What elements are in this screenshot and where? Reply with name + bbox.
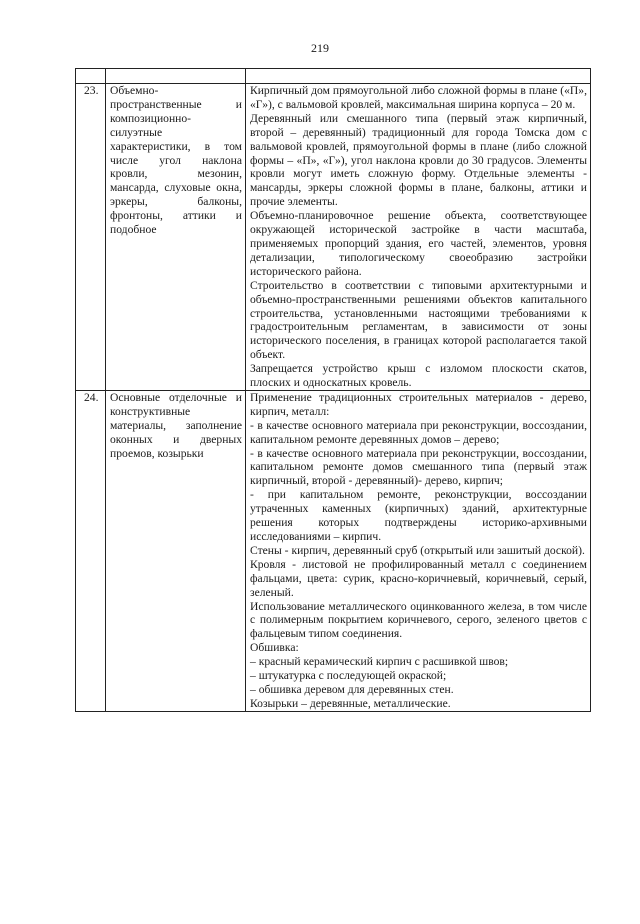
row-characteristic (106, 84, 246, 391)
requirement-paragraph: – красный керамический кирпич с расшивкой швов; (250, 655, 509, 669)
requirement-paragraph: Кирпичный дом прямоугольной либо сложной формы в плане («П», «Г»), с вальмовой кровлей, максимальная ширина корпуса – 20 м. (250, 84, 587, 111)
requirement-paragraph: Деревянный или смешанного типа (первый этаж кирпичный, второй – деревянный) традиционный для города Томска дом с вальмовой кровлей, прямоугольной формы в плане (либо сложной формы – «П», «Г»), угол наклона кровли до 30 градусов. Элементы кровли могут иметь сложную форму. Отдельные элементы - мансарды, эркеры сложной формы в плане, балконы, аттики и прочие элементы. (250, 111, 587, 209)
characteristic-text: Объемно-пространственные и композиционно-силуэтные характеристики, в том числе угол наклона кровли, мезонин, мансарда, слуховые окна, эркеры, балконы, фронтоны, аттики и подобное (110, 84, 242, 237)
requirement-paragraph: – штукатурка с последующей окраской; (250, 669, 447, 683)
table-row (76, 390, 591, 711)
requirement-paragraph: Запрещается устройство крыш с изломом плоскости скатов, плоских и односкатных кровель. (250, 362, 587, 390)
requirement-paragraph: – обшивка деревом для деревянных стен. (250, 682, 454, 696)
header-cell-requirements (246, 69, 591, 84)
requirement-paragraph: - в качестве основного материала при реконструкции, воссоздании, капитальном ремонте деревянных домов – дерево; (250, 418, 587, 446)
row-number: 23. (76, 84, 106, 391)
requirement-paragraph: Обшивка: (250, 641, 299, 655)
table-header-row (76, 69, 591, 84)
requirement-paragraph: Строительство в соответствии с типовыми архитектурными и объемно-пространственными решениями объектов капитального строительства, установленными настоящими требованиями к градостроительным регламентам, в зависимости от зоны исторического поселения, в границах которой располагается такой объект. (250, 278, 587, 362)
row-requirements (246, 390, 591, 711)
characteristic-text: Основные отделочные и конструктивные материалы, заполнение оконных и дверных проемов, козырьки (110, 390, 242, 460)
requirement-paragraph: Козырьки – деревянные, металлические. (250, 696, 451, 710)
header-cell-number (76, 69, 106, 84)
page-number: 219 (311, 41, 329, 55)
requirement-paragraph: - в качестве основного материала при реконструкции, воссоздании, капитальном ремонте домов смешанного типа (первый этаж кирпичный, второй - деревянный)- дерево, кирпич; (250, 446, 587, 488)
requirement-paragraph: Стены - кирпич, деревянный сруб (открытый или зашитый доской). (250, 543, 585, 557)
requirement-paragraph: Использование металлического оцинкованного железа, в том числе с полимерным покрытием коричневого, серого, зеленого цветов с фальцевым типом соединения. (250, 599, 587, 641)
table-row (76, 84, 591, 391)
row-number: 24. (76, 390, 106, 711)
requirement-paragraph: Объемно-планировочное решение объекта, соответствующее окружающей исторической застройке в части масштаба, применяемых пропорций здания, его частей, элементов, уровня детализации, типологическому своеобразию застройки исторического района. (250, 209, 587, 278)
requirement-paragraph: - при капитальном ремонте, реконструкции, воссоздании утраченных каменных (кирпичных) зданий, архитектурные решения которых подтверждены историко-архивными исследованиями – кирпич. (250, 488, 587, 543)
regulations-table (75, 68, 591, 712)
requirement-paragraph: Кровля - листовой не профилированный металл с соединением фальцами, цвета: сурик, красно-коричневый, коричневый, серый, зеленый. (250, 557, 587, 599)
requirement-paragraph: Применение традиционных строительных материалов - дерево, кирпич, металл: (250, 390, 587, 418)
row-requirements (246, 84, 591, 391)
row-characteristic (106, 390, 246, 711)
header-cell-characteristic (106, 69, 246, 84)
